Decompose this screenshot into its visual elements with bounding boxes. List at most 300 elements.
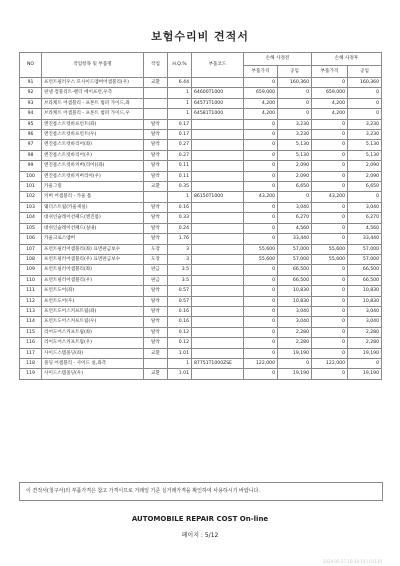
document-title: 보험수리비 견적서 (151, 30, 249, 43)
cell-hq: 3.5 (168, 265, 192, 275)
cell-work: 탈착 (144, 327, 168, 337)
cell-after-part-price: 0 (312, 119, 348, 129)
cell-after-labor: 3,040 (348, 317, 382, 327)
cell-before-labor: 19,190 (278, 369, 312, 379)
cell-after-labor: 66,500 (348, 265, 382, 275)
table-row (20, 296, 382, 306)
cell-before-labor: 4,560 (278, 223, 312, 233)
cell-part-code (192, 161, 244, 171)
cell-after-part-price: 0 (312, 150, 348, 160)
cell-after-labor: 5,130 (348, 140, 382, 150)
cell-hq: 1.76 (168, 234, 192, 244)
table-row (20, 327, 382, 337)
col-hq: H.Q.% (168, 53, 192, 78)
cell-work: 판금 (144, 265, 168, 275)
cell-item-name: 브라케트 어셈블리 - 프론트 범퍼 가이드,우 (42, 109, 144, 119)
cell-work: 탈착 (144, 171, 168, 181)
table-row (20, 109, 382, 119)
cell-part-code (192, 202, 244, 212)
cell-no: 114 (20, 317, 42, 327)
cell-hq: 1.01 (168, 348, 192, 358)
cell-item-name: 프런트도어스커프트립(우) (42, 317, 144, 327)
cell-work: 탈착 (144, 161, 168, 171)
cell-part-code (192, 223, 244, 233)
col-before-part-price: 부품가격 (244, 66, 278, 78)
table-row (20, 317, 382, 327)
cell-hq: 1 (168, 109, 192, 119)
table-row (20, 78, 382, 88)
cell-before-part-price: 0 (244, 317, 278, 327)
cell-after-labor: 0 (348, 88, 382, 98)
cell-item-name: 엔진룸스트럿바커버리어(우) (42, 171, 144, 181)
cell-after-part-price: 0 (312, 369, 348, 379)
cell-no: 93 (20, 98, 42, 108)
cell-before-part-price: 0 (244, 338, 278, 348)
cell-hq: 0.11 (168, 161, 192, 171)
cell-after-part-price: 0 (312, 275, 348, 285)
cell-item-name: 몰딩 어셈블리 - 사이드 실,좌측 (42, 358, 144, 368)
cell-item-name: 엔진룸스트럿바리어(좌) (42, 140, 144, 150)
cell-work: 탈착 (144, 223, 168, 233)
table-row (20, 130, 382, 140)
cell-after-labor: 2,280 (348, 338, 382, 348)
cell-before-labor: 2,090 (278, 161, 312, 171)
cell-hq: 0.16 (168, 317, 192, 327)
cell-work: 판금 (144, 275, 168, 285)
cell-work: 탈착 (144, 317, 168, 327)
cell-hq: 6.44 (168, 78, 192, 88)
footer-title: AUTOMOBILE REPAIR COST On-line (131, 515, 269, 523)
cell-hq: 0.33 (168, 213, 192, 223)
table-row (20, 306, 382, 316)
cell-before-labor: 57,000 (278, 254, 312, 264)
cell-after-labor: 6,270 (348, 213, 382, 223)
cell-item-name: 엔진룸스트럿바커버(리어)(좌) (42, 161, 144, 171)
cell-after-labor: 33,440 (348, 234, 382, 244)
cell-no: 105 (20, 223, 42, 233)
cell-no: 117 (20, 348, 42, 358)
table-row (20, 182, 382, 192)
cell-after-part-price: 0 (312, 78, 348, 88)
table-row (20, 369, 382, 379)
cell-before-part-price: 4,200 (244, 98, 278, 108)
cell-after-labor: 57,000 (348, 254, 382, 264)
cell-before-part-price: 0 (244, 223, 278, 233)
cell-after-part-price: 0 (312, 234, 348, 244)
cell-item-name: 사이드스텝몰딩(좌) (42, 348, 144, 358)
cell-before-part-price: 0 (244, 161, 278, 171)
cell-before-part-price: 0 (244, 150, 278, 160)
cell-hq: 0.17 (168, 130, 192, 140)
cell-work: 탈착 (144, 150, 168, 160)
cell-work: 탈착 (144, 234, 168, 244)
col-after-adjust: 손해 사정후 (312, 53, 382, 66)
cell-work: 탈착 (144, 213, 168, 223)
cell-item-name: 프런트필러어셈블리(좌) (42, 265, 144, 275)
cell-hq: 0.12 (168, 338, 192, 348)
cell-work (144, 358, 168, 368)
cell-after-labor: 3,040 (348, 202, 382, 212)
table-row (20, 348, 382, 358)
table-row (20, 275, 382, 285)
cell-no: 112 (20, 296, 42, 306)
cell-part-code (192, 150, 244, 160)
cell-before-labor: 5,130 (278, 150, 312, 160)
cell-hq: 0.12 (168, 327, 192, 337)
cell-after-labor: 3,230 (348, 130, 382, 140)
cell-item-name: 리어도어스커프트립(좌) (42, 327, 144, 337)
cell-work: 도장 (144, 244, 168, 254)
table-row (20, 119, 382, 129)
cell-before-part-price: 0 (244, 182, 278, 192)
cell-item-name: 판넬 컴플리트-펜더 에이프런,우측 (42, 88, 144, 98)
cell-work: 교환 (144, 348, 168, 358)
cell-after-labor: 4,560 (348, 223, 382, 233)
cell-no: 103 (20, 202, 42, 212)
table-row (20, 192, 382, 202)
cell-work: 탈착 (144, 306, 168, 316)
col-after-labor: 공임 (348, 66, 382, 78)
cell-after-labor: 5,130 (348, 150, 382, 160)
cell-after-labor: 160,360 (348, 78, 382, 88)
cell-work (144, 88, 168, 98)
table-body (20, 78, 382, 380)
cell-hq: 0.27 (168, 150, 192, 160)
print-stamp: 2024-05-27 10:34:10 / 01130 (322, 559, 382, 564)
cell-after-part-price: 0 (312, 140, 348, 150)
cell-before-part-price: 0 (244, 140, 278, 150)
cell-hq: 1 (168, 98, 192, 108)
cell-before-part-price: 0 (244, 171, 278, 181)
cell-after-part-price: 55,600 (312, 244, 348, 254)
table-row (20, 161, 382, 171)
cell-hq: 0.16 (168, 202, 192, 212)
cell-part-code: 64600T1000 (192, 88, 244, 98)
cell-before-labor: 3,230 (278, 119, 312, 129)
cell-item-name: 프런트필러어셈블리(우) (42, 275, 144, 285)
cell-no: 92 (20, 88, 42, 98)
cell-after-labor: 3,230 (348, 119, 382, 129)
cell-part-code (192, 369, 244, 379)
cell-after-part-price: 0 (312, 265, 348, 275)
cell-before-part-price: 122,000 (244, 358, 278, 368)
cell-item-name: 프런트도어스커프트립(좌) (42, 306, 144, 316)
cell-after-labor: 2,280 (348, 327, 382, 337)
table-row (20, 338, 382, 348)
cell-no: 96 (20, 130, 42, 140)
cell-before-labor: 10,830 (278, 296, 312, 306)
cell-part-code (192, 338, 244, 348)
cell-hq: 0.11 (168, 171, 192, 181)
cell-after-labor: 10,830 (348, 286, 382, 296)
table-row (20, 98, 382, 108)
cell-no: 107 (20, 244, 42, 254)
table-row (20, 88, 382, 98)
cell-part-code: 86150T1000 (192, 192, 244, 202)
cell-no: 102 (20, 192, 42, 202)
cell-after-part-price: 0 (312, 296, 348, 306)
cell-item-name: 카울그릴 (42, 182, 144, 192)
cell-item-name: 프런트필러어셈블리(좌) 표면판금보수 (42, 244, 144, 254)
cell-no: 111 (20, 286, 42, 296)
cell-after-part-price: 0 (312, 223, 348, 233)
cell-after-labor: 2,090 (348, 171, 382, 181)
cell-part-code (192, 130, 244, 140)
col-no: NO (20, 53, 42, 78)
cell-before-part-price: 0 (244, 369, 278, 379)
cell-before-part-price: 0 (244, 275, 278, 285)
cell-part-code (192, 119, 244, 129)
cell-after-part-price: 0 (312, 161, 348, 171)
cell-part-code (192, 286, 244, 296)
cell-part-code (192, 275, 244, 285)
cell-hq: 0.17 (168, 119, 192, 129)
cell-after-part-price: 0 (312, 348, 348, 358)
cell-item-name: 리어도어스커프트립(우) (42, 338, 144, 348)
cell-work: 교환 (144, 369, 168, 379)
cell-after-part-price: 0 (312, 317, 348, 327)
cell-part-code (192, 317, 244, 327)
cell-item-name: 프런트필러어셈블리(우) 표면판금보수 (42, 254, 144, 264)
estimate-table (19, 52, 382, 380)
table-row (20, 265, 382, 275)
cell-before-part-price: 0 (244, 119, 278, 129)
cell-before-labor: 0 (278, 98, 312, 108)
col-work-item: 작업항목 및 부품명 (42, 53, 144, 78)
page-number: 페이지 : 5/12 (181, 532, 219, 539)
table-row (20, 286, 382, 296)
cell-no: 113 (20, 306, 42, 316)
cell-part-code (192, 171, 244, 181)
cell-before-labor: 66,500 (278, 275, 312, 285)
cell-hq: 3 (168, 244, 192, 254)
cell-no: 115 (20, 327, 42, 337)
cell-after-part-price: 0 (312, 182, 348, 192)
cell-before-part-price: 0 (244, 213, 278, 223)
cell-no: 110 (20, 275, 42, 285)
cell-before-part-price: 0 (244, 296, 278, 306)
cell-before-part-price: 0 (244, 327, 278, 337)
cell-part-code: 87751T1000ZSE (192, 358, 244, 368)
cell-item-name: 엔진룸스트럿바프런트(우) (42, 130, 144, 140)
cell-before-labor: 3,230 (278, 130, 312, 140)
cell-after-part-price: 0 (312, 171, 348, 181)
cell-item-name: 프런트도어(좌) (42, 286, 144, 296)
cell-work: 탈착 (144, 130, 168, 140)
cell-part-code (192, 182, 244, 192)
cell-no: 91 (20, 78, 42, 88)
cell-no: 95 (20, 119, 42, 129)
cell-after-labor: 3,040 (348, 306, 382, 316)
cell-before-labor: 57,000 (278, 244, 312, 254)
cell-hq: 0.35 (168, 182, 192, 192)
cell-item-name: 프런트필러우스 모사이드멤버어셈블리(우) (42, 78, 144, 88)
cell-after-part-price: 0 (312, 338, 348, 348)
cell-work: 탈착 (144, 286, 168, 296)
table-row (20, 234, 382, 244)
cell-hq: 0.27 (168, 140, 192, 150)
cell-part-code (192, 213, 244, 223)
cell-part-code (192, 348, 244, 358)
cell-before-labor: 2,280 (278, 338, 312, 348)
cell-after-part-price: 0 (312, 130, 348, 140)
cell-work: 탈착 (144, 296, 168, 306)
cell-no: 104 (20, 213, 42, 223)
cell-after-labor: 0 (348, 109, 382, 119)
cell-before-labor: 5,130 (278, 140, 312, 150)
cell-after-labor: 2,090 (348, 161, 382, 171)
cell-before-labor: 2,280 (278, 327, 312, 337)
cell-hq: 3 (168, 254, 192, 264)
cell-part-code (192, 265, 244, 275)
col-after-part-price: 부품가격 (312, 66, 348, 78)
cell-before-labor: 3,040 (278, 202, 312, 212)
cell-work (144, 98, 168, 108)
table-row (20, 223, 382, 233)
cell-after-labor: 0 (348, 358, 382, 368)
cell-item-name: 카울크로스멤버 (42, 234, 144, 244)
price-notice: 이 견적서(청구서)의 부품가격은 참고 가격이므로 거래일 기준 실거래가격을 확인하여 사용하시기 바랍니다. (19, 482, 383, 501)
cell-after-labor: 10,830 (348, 296, 382, 306)
cell-item-name: 프런트도어(우) (42, 296, 144, 306)
table-row (20, 202, 382, 212)
cell-before-labor: 3,040 (278, 317, 312, 327)
table-row (20, 140, 382, 150)
cell-hq: 0.57 (168, 286, 192, 296)
cell-before-labor: 10,830 (278, 286, 312, 296)
cell-before-part-price: 659,000 (244, 88, 278, 98)
cell-hq: 1 (168, 192, 192, 202)
table-row (20, 254, 382, 264)
cell-part-code (192, 254, 244, 264)
cell-no: 118 (20, 358, 42, 368)
cell-after-part-price: 0 (312, 286, 348, 296)
cell-before-labor: 0 (278, 192, 312, 202)
cell-no: 109 (20, 265, 42, 275)
cell-after-labor: 0 (348, 98, 382, 108)
cell-after-part-price: 0 (312, 306, 348, 316)
cell-no: 119 (20, 369, 42, 379)
cell-no: 99 (20, 161, 42, 171)
cell-part-code (192, 78, 244, 88)
cell-hq: 1 (168, 88, 192, 98)
cell-work: 도장 (144, 254, 168, 264)
cell-before-labor: 66,500 (278, 265, 312, 275)
cell-no: 116 (20, 338, 42, 348)
cell-part-code (192, 244, 244, 254)
cell-item-name: 엔진룸스트럿바프런트(좌) (42, 119, 144, 129)
cell-part-code (192, 327, 244, 337)
cell-after-labor: 57,000 (348, 244, 382, 254)
cell-item-name: 웨더스트립(카울세실) (42, 202, 144, 212)
cell-no: 101 (20, 182, 42, 192)
cell-work (144, 192, 168, 202)
cell-part-code (192, 296, 244, 306)
cell-before-part-price: 0 (244, 348, 278, 358)
cell-no: 98 (20, 150, 42, 160)
cell-hq: 1.01 (168, 369, 192, 379)
col-before-labor: 공임 (278, 66, 312, 78)
cell-after-labor: 6,650 (348, 182, 382, 192)
cell-part-code: 64581T1000 (192, 109, 244, 119)
cell-work: 탈착 (144, 202, 168, 212)
table-row (20, 171, 382, 181)
cell-work (144, 109, 168, 119)
cell-part-code (192, 234, 244, 244)
cell-no: 97 (20, 140, 42, 150)
cell-before-part-price: 0 (244, 265, 278, 275)
cell-after-part-price: 43,200 (312, 192, 348, 202)
cell-item-name: 커버 어셈블리 - 카울 톱 (42, 192, 144, 202)
col-part-code: 부품코드 (192, 53, 244, 78)
cell-after-part-price: 4,200 (312, 98, 348, 108)
cell-no: 94 (20, 109, 42, 119)
cell-before-labor: 2,090 (278, 171, 312, 181)
cell-before-part-price: 0 (244, 234, 278, 244)
cell-before-part-price: 43,200 (244, 192, 278, 202)
cell-before-labor: 3,040 (278, 306, 312, 316)
cell-after-part-price: 659,000 (312, 88, 348, 98)
cell-after-labor: 66,500 (348, 275, 382, 285)
cell-after-part-price: 122,000 (312, 358, 348, 368)
cell-hq: 0.16 (168, 306, 192, 316)
cell-item-name: 대쉬인슐레이션패드(엔진룸) (42, 213, 144, 223)
cell-after-part-price: 4,200 (312, 109, 348, 119)
cell-item-name: 대쉬인슐레이션패드(실내) (42, 223, 144, 233)
cell-before-part-price: 4,200 (244, 109, 278, 119)
cell-before-labor: 0 (278, 88, 312, 98)
cell-hq: 3.5 (168, 275, 192, 285)
cell-item-name: 브라케트 어셈블리 - 프론트 범퍼 가이드,좌 (42, 98, 144, 108)
table-row (20, 244, 382, 254)
cell-work: 교환 (144, 78, 168, 88)
cell-before-labor: 6,270 (278, 213, 312, 223)
cell-item-name: 사이드스텝몰딩(우) (42, 369, 144, 379)
cell-no: 108 (20, 254, 42, 264)
cell-hq: 1 (168, 358, 192, 368)
table-row (20, 150, 382, 160)
cell-before-labor: 0 (278, 109, 312, 119)
table-row (20, 213, 382, 223)
cell-before-part-price: 55,600 (244, 244, 278, 254)
cell-after-labor: 0 (348, 192, 382, 202)
cell-before-part-price: 0 (244, 306, 278, 316)
cell-work: 교환 (144, 182, 168, 192)
cell-before-part-price: 0 (244, 78, 278, 88)
cell-before-labor: 33,440 (278, 234, 312, 244)
cell-before-labor: 160,360 (278, 78, 312, 88)
cell-part-code: 64571T1000 (192, 98, 244, 108)
cell-part-code (192, 306, 244, 316)
cell-part-code (192, 140, 244, 150)
cell-before-labor: 6,650 (278, 182, 312, 192)
cell-hq: 0.57 (168, 296, 192, 306)
cell-after-part-price: 0 (312, 202, 348, 212)
cell-after-part-price: 55,600 (312, 254, 348, 264)
cell-after-labor: 19,190 (348, 348, 382, 358)
col-before-adjust: 손해 사정전 (244, 53, 312, 66)
cell-after-part-price: 0 (312, 327, 348, 337)
cell-item-name: 엔진룸스트럿바리어(우) (42, 150, 144, 160)
cell-work: 탈착 (144, 338, 168, 348)
cell-work: 탈착 (144, 140, 168, 150)
cell-before-part-price: 55,600 (244, 254, 278, 264)
cell-after-labor: 19,190 (348, 369, 382, 379)
cell-no: 100 (20, 171, 42, 181)
cell-before-labor: 19,190 (278, 348, 312, 358)
cell-before-part-price: 0 (244, 130, 278, 140)
cell-before-part-price: 0 (244, 286, 278, 296)
